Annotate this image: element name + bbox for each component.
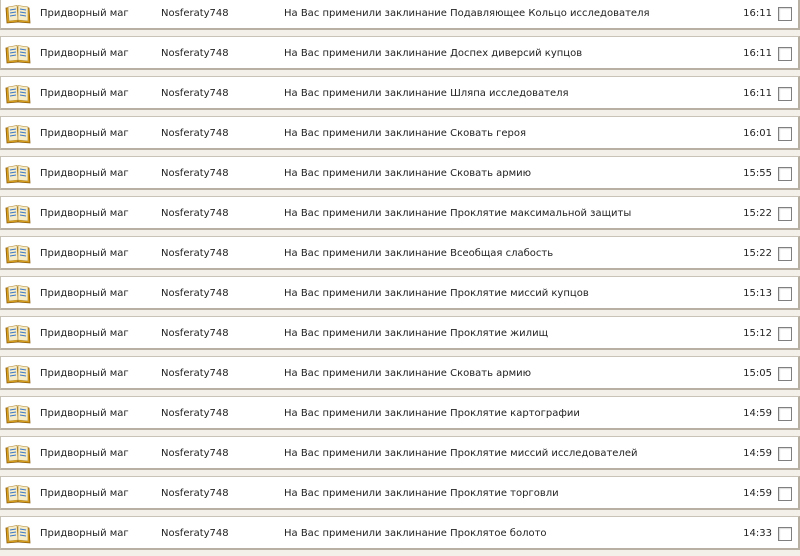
message-row xyxy=(0,156,800,190)
spellbook-icon xyxy=(5,324,31,344)
spellbook-icon xyxy=(5,44,31,64)
sender-title: Придворный маг xyxy=(40,288,129,299)
select-checkbox[interactable] xyxy=(778,167,792,181)
message-text[interactable]: На Вас применили заклинание Проклятие миссий исследователей xyxy=(284,448,638,459)
message-time: 14:59 xyxy=(743,408,772,419)
sender-title: Придворный маг xyxy=(40,168,129,179)
message-row xyxy=(0,356,800,390)
spellbook-icon xyxy=(5,364,31,384)
sender-title: Придворный маг xyxy=(40,368,129,379)
message-text[interactable]: На Вас применили заклинание Подавляющее Кольцо исследователя xyxy=(284,8,650,19)
message-row xyxy=(0,316,800,350)
message-time: 16:01 xyxy=(743,128,772,139)
select-checkbox[interactable] xyxy=(778,87,792,101)
message-text[interactable]: На Вас применили заклинание Проклятие жилищ xyxy=(284,328,548,339)
message-text[interactable]: На Вас применили заклинание Сковать героя xyxy=(284,128,527,139)
sender-username[interactable]: Nosferaty748 xyxy=(161,8,229,19)
message-row xyxy=(0,436,800,470)
sender-title: Придворный маг xyxy=(40,248,129,259)
message-text[interactable]: На Вас применили заклинание Доспех диверсий купцов xyxy=(284,48,583,59)
select-checkbox[interactable] xyxy=(778,247,792,261)
sender-username[interactable]: Nosferaty748 xyxy=(161,448,229,459)
spellbook-icon xyxy=(5,164,31,184)
message-text[interactable]: На Вас применили заклинание Проклятие картографии xyxy=(284,408,580,419)
message-row xyxy=(0,236,800,270)
select-checkbox[interactable] xyxy=(778,7,792,21)
message-text[interactable]: На Вас применили заклинание Сковать армию xyxy=(284,368,532,379)
select-checkbox[interactable] xyxy=(778,447,792,461)
spellbook-icon xyxy=(5,84,31,104)
sender-username[interactable]: Nosferaty748 xyxy=(161,48,229,59)
message-text[interactable]: На Вас применили заклинание Сковать армию xyxy=(284,168,532,179)
spellbook-icon xyxy=(5,244,31,264)
message-text[interactable]: На Вас применили заклинание Проклятие торговли xyxy=(284,488,559,499)
sender-title: Придворный маг xyxy=(40,328,129,339)
message-row xyxy=(0,116,800,150)
spellbook-icon xyxy=(5,404,31,424)
message-text[interactable]: На Вас применили заклинание Проклятие максимальной защиты xyxy=(284,208,632,219)
message-time: 16:11 xyxy=(743,8,772,19)
sender-title: Придворный маг xyxy=(40,528,129,539)
message-text[interactable]: На Вас применили заклинание Шляпа исследователя xyxy=(284,88,569,99)
message-row xyxy=(0,276,800,310)
sender-username[interactable]: Nosferaty748 xyxy=(161,528,229,539)
select-checkbox[interactable] xyxy=(778,327,792,341)
message-time: 15:12 xyxy=(743,328,772,339)
message-time: 16:11 xyxy=(743,88,772,99)
sender-title: Придворный маг xyxy=(40,408,129,419)
message-time: 15:05 xyxy=(743,368,772,379)
message-row xyxy=(0,396,800,430)
sender-title: Придворный маг xyxy=(40,48,129,59)
message-text[interactable]: На Вас применили заклинание Проклятое болото xyxy=(284,528,547,539)
message-text[interactable]: На Вас применили заклинание Проклятие миссий купцов xyxy=(284,288,589,299)
sender-username[interactable]: Nosferaty748 xyxy=(161,288,229,299)
sender-username[interactable]: Nosferaty748 xyxy=(161,208,229,219)
message-text[interactable]: На Вас применили заклинание Всеобщая слабость xyxy=(284,248,554,259)
sender-username[interactable]: Nosferaty748 xyxy=(161,88,229,99)
message-row xyxy=(0,0,800,30)
spellbook-icon xyxy=(5,444,31,464)
message-row xyxy=(0,476,800,510)
sender-title: Придворный маг xyxy=(40,488,129,499)
message-time: 14:33 xyxy=(743,528,772,539)
message-time: 15:22 xyxy=(743,208,772,219)
spellbook-icon xyxy=(5,524,31,544)
select-checkbox[interactable] xyxy=(778,127,792,141)
message-time: 15:22 xyxy=(743,248,772,259)
message-time: 16:11 xyxy=(743,48,772,59)
message-row xyxy=(0,196,800,230)
message-row xyxy=(0,516,800,550)
select-checkbox[interactable] xyxy=(778,207,792,221)
message-time: 15:55 xyxy=(743,168,772,179)
select-checkbox[interactable] xyxy=(778,287,792,301)
message-time: 14:59 xyxy=(743,448,772,459)
sender-title: Придворный маг xyxy=(40,128,129,139)
sender-username[interactable]: Nosferaty748 xyxy=(161,488,229,499)
sender-title: Придворный маг xyxy=(40,448,129,459)
sender-username[interactable]: Nosferaty748 xyxy=(161,328,229,339)
select-checkbox[interactable] xyxy=(778,527,792,541)
spellbook-icon xyxy=(5,284,31,304)
message-row xyxy=(0,36,800,70)
select-checkbox[interactable] xyxy=(778,47,792,61)
message-time: 15:13 xyxy=(743,288,772,299)
sender-username[interactable]: Nosferaty748 xyxy=(161,168,229,179)
sender-title: Придворный маг xyxy=(40,208,129,219)
spellbook-icon xyxy=(5,124,31,144)
sender-title: Придворный маг xyxy=(40,8,129,19)
select-checkbox[interactable] xyxy=(778,407,792,421)
sender-username[interactable]: Nosferaty748 xyxy=(161,128,229,139)
spellbook-icon xyxy=(5,4,31,24)
sender-title: Придворный маг xyxy=(40,88,129,99)
message-time: 14:59 xyxy=(743,488,772,499)
spellbook-icon xyxy=(5,484,31,504)
sender-username[interactable]: Nosferaty748 xyxy=(161,368,229,379)
spellbook-icon xyxy=(5,204,31,224)
message-row xyxy=(0,76,800,110)
select-checkbox[interactable] xyxy=(778,487,792,501)
sender-username[interactable]: Nosferaty748 xyxy=(161,248,229,259)
sender-username[interactable]: Nosferaty748 xyxy=(161,408,229,419)
select-checkbox[interactable] xyxy=(778,367,792,381)
